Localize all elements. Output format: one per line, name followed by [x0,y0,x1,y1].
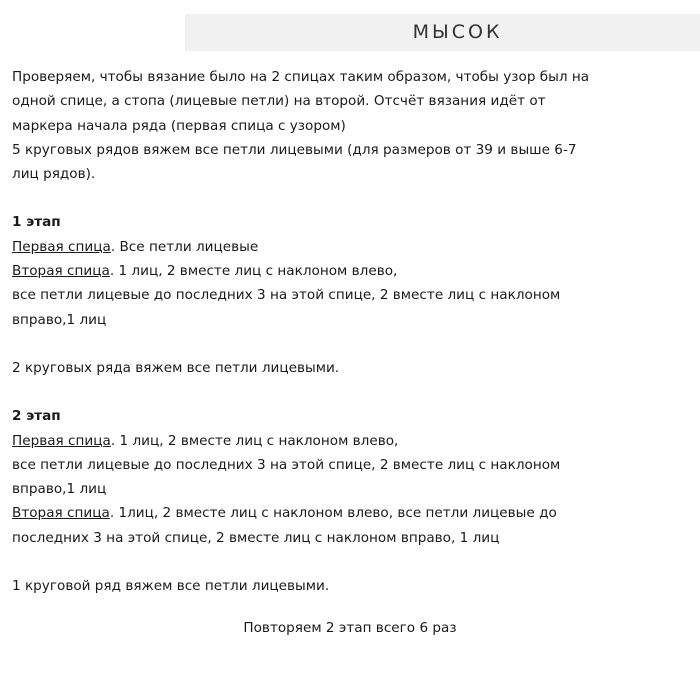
spacer [12,550,692,574]
stage-2-needle-2-text: . 1лиц, 2 вместе лиц с наклоном влево, все петли лицевые до [109,505,557,522]
spacer [12,332,692,356]
stage-2-needle-2-label: Вторая спица [12,505,110,522]
stage-1-needle-2-text: . 1 лиц, 2 вместе лиц с наклоном влево, [109,263,398,280]
stage-2-needle-1-line-3: вправо,1 лиц [12,481,107,498]
intro-line-2: одной спице, а стопа (лицевые петли) на второй. Отсчёт вязания идёт от [12,93,546,110]
stage-2-rounds: 1 круговой ряд вяжем все петли лицевыми. [12,578,330,595]
stage-1-needle-2-line-3: вправо,1 лиц [12,311,107,328]
intro-line-4: 5 круговых рядов вяжем все петли лицевыми (для размеров от 39 и выше 6-7 [12,141,577,158]
stage-1-needle-2 [12,259,692,283]
spacer [12,186,692,210]
content-body [12,65,692,598]
stage-1-needle-1-label: Первая спица [12,238,111,255]
stage-2-needle-2 [12,501,692,525]
intro-line-3: маркера начала ряда (первая спица с узором) [12,117,346,134]
stage-1-needle-2-label: Вторая спица [12,263,110,280]
stage-2-needle-1 [12,429,692,453]
page-title: МЫСОК [412,21,503,43]
repeat-instruction: Повторяем 2 этап всего 6 раз [243,620,457,636]
stage-1-title: 1 этап [12,214,61,231]
stage-2-needle-1-line-2: все петли лицевые до последних 3 на этой спице, 2 вместе лиц с наклоном [12,456,561,473]
stage-1-needle-1 [12,235,692,259]
stage-2-needle-2-line-2: последних 3 на этой спице, 2 вместе лиц с наклоном вправо, 1 лиц [12,529,500,546]
stage-1-rounds: 2 круговых ряда вяжем все петли лицевыми. [12,359,340,376]
spacer [12,380,692,404]
stage-2-needle-1-text: . 1 лиц, 2 вместе лиц с наклоном влево, [110,432,399,449]
stage-2-title: 2 этап [12,408,61,425]
intro-line-1: Проверяем, чтобы вязание было на 2 спицах таким образом, чтобы узор был на [12,69,590,85]
intro-line-5: лиц рядов). [12,166,96,183]
stage-1-needle-1-text: . Все петли лицевые [110,238,259,255]
stage-1-needle-2-line-2: все петли лицевые до последних 3 на этой спице, 2 вместе лиц с наклоном [12,287,561,304]
stage-2-needle-1-label: Первая спица [12,432,111,449]
